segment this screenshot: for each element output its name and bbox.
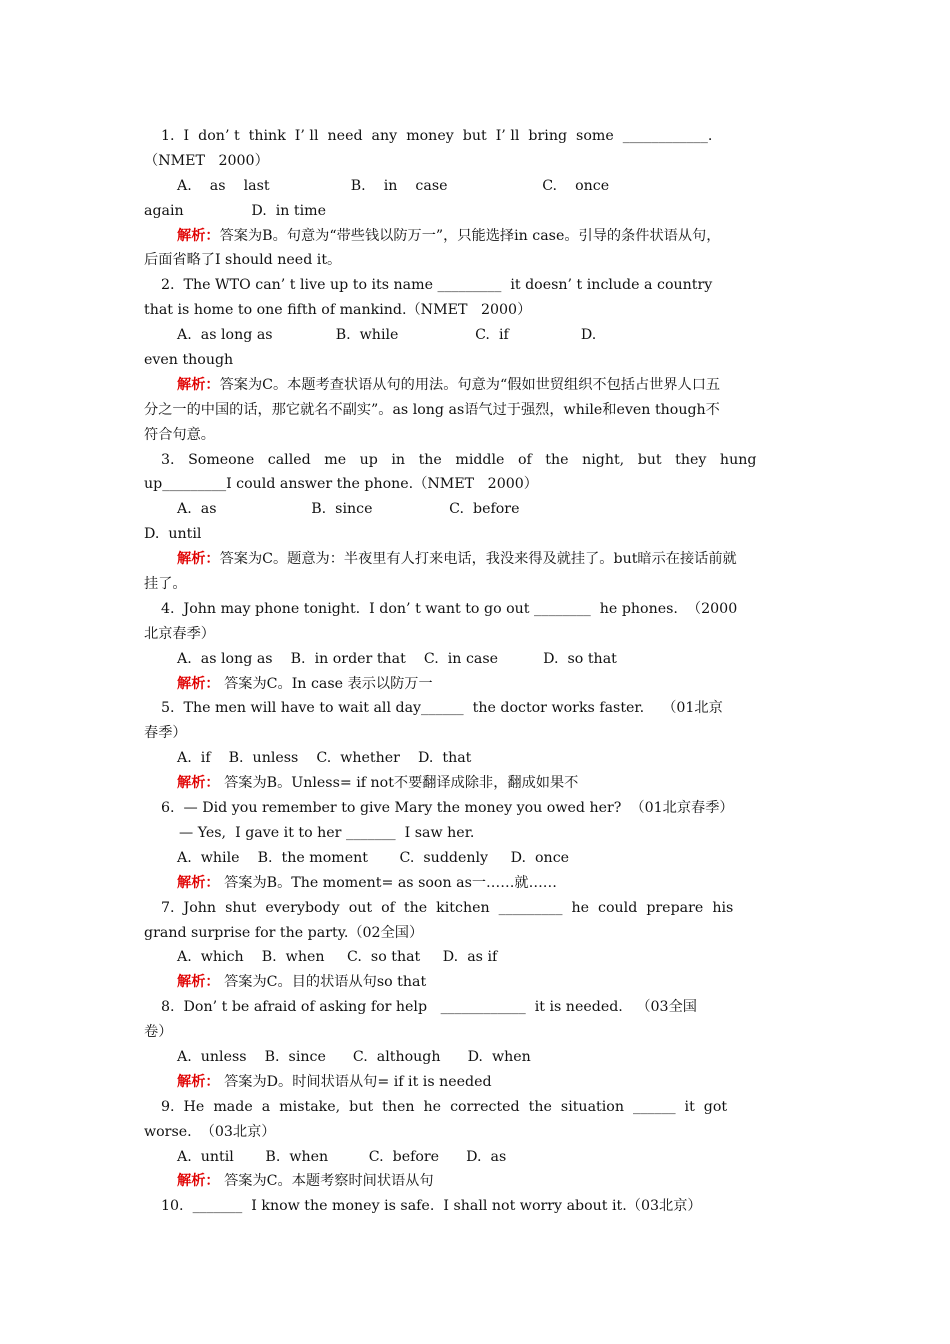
answer-text: 答案为D。时间状语从句= if it is needed xyxy=(219,1073,492,1090)
question-9-answer xyxy=(144,1169,808,1194)
question-2-line-1: 2. The WTO can’ t live up to its name _________ it doesn’ t include a country xyxy=(161,277,713,294)
question-6-answer xyxy=(144,871,808,896)
analysis-label: 解析： xyxy=(177,1073,220,1090)
analysis-label: 解析： xyxy=(177,974,220,991)
question-4-options: A. as long as B. in order that C. in case D. so that xyxy=(177,650,617,667)
question-2-answer-line-2: 分之一的中国的话，那它就名不副实”。as long as语气过于强烈，while和even though不 xyxy=(144,401,720,418)
question-3-answer-line-1 xyxy=(144,547,808,572)
question-3-line-2: up_________I could answer the phone.（NMET 2000） xyxy=(144,476,538,493)
question-4-answer xyxy=(144,672,808,697)
answer-text: 答案为C。In case 表示以防万一 xyxy=(219,675,433,692)
answer-text: 答案为B。句意为“带些钱以防万一”，只能选择in case。引导的条件状语从句， xyxy=(219,227,721,244)
question-4-line-1: 4. John may phone tonight. I don’ t want to go out ________ he phones. （2000 xyxy=(161,600,738,617)
question-5-answer xyxy=(144,771,808,796)
question-5-line-2: 春季） xyxy=(144,725,187,742)
question-9-options: A. until B. when C. before D. as xyxy=(177,1148,507,1165)
question-1-answer-line-2: 后面省略了I should need it。 xyxy=(144,252,342,269)
question-3-options-line-1: A. as B. since C. before xyxy=(177,501,520,518)
analysis-label: 解析： xyxy=(177,227,220,244)
question-8-answer xyxy=(144,1070,808,1095)
analysis-label: 解析： xyxy=(177,775,220,792)
question-6-options: A. while B. the moment C. suddenly D. once xyxy=(177,849,570,866)
answer-text: 答案为C。本题考查状语从句的用法。句意为“假如世贸组织不包括占世界人口五 xyxy=(219,376,721,393)
question-5-line-1: 5. The men will have to wait all day______ the doctor works faster. （01北京 xyxy=(161,700,723,717)
question-2-line-2: that is home to one fifth of mankind.（NMET 2000） xyxy=(144,302,532,319)
question-1-line-1: 1. I don’ t think I’ ll need any money but I’ ll bring some ____________. xyxy=(161,128,713,144)
question-4-line-2: 北京春季） xyxy=(144,625,215,642)
question-3-line-1: 3. Someone called me up in the middle of the night, but they hung xyxy=(161,451,757,468)
question-5-options: A. if B. unless C. whether D. that xyxy=(177,750,472,767)
question-7-options: A. which B. when C. so that D. as if xyxy=(177,949,498,966)
question-7-line-1: 7. John shut everybody out of the kitchen _________ he could prepare his xyxy=(161,899,734,916)
question-6-line-2: — Yes, I gave it to her _______ I saw her. xyxy=(161,824,475,841)
analysis-label: 解析： xyxy=(177,675,220,692)
analysis-label: 解析： xyxy=(177,551,220,568)
question-2-answer-line-3: 符合句意。 xyxy=(144,426,215,443)
question-8-options: A. unless B. since C. although D. when xyxy=(177,1048,531,1065)
question-1-answer-line-1 xyxy=(144,224,808,249)
question-6-line-1: 6. — Did you remember to give Mary the money you owed her? （01北京春季） xyxy=(161,800,734,817)
question-7-line-2: grand surprise for the party.（02全国） xyxy=(144,924,424,941)
analysis-label: 解析： xyxy=(177,1173,220,1190)
question-9-line-1: 9. He made a mistake, but then he corrected the situation ______ it got xyxy=(161,1098,728,1115)
question-2-answer-line-1 xyxy=(144,373,808,398)
answer-text: 答案为B。Unless= if not不要翻译成除非，翻成如果不 xyxy=(219,775,579,792)
answer-text: 答案为C。目的状语从句so that xyxy=(219,974,427,991)
document-page xyxy=(144,124,808,1219)
question-10-line-1: 10. _______ I know the money is safe. I shall not worry about it.（03北京） xyxy=(161,1198,702,1215)
question-7-answer xyxy=(144,970,808,995)
answer-text: 答案为B。The moment= as soon as一……就…… xyxy=(219,874,557,891)
question-3-answer-line-2: 挂了。 xyxy=(144,576,187,593)
question-2-options-line-1: A. as long as B. while C. if D. xyxy=(177,327,597,344)
question-8-line-2: 卷） xyxy=(144,1024,173,1041)
analysis-label: 解析： xyxy=(177,376,220,393)
question-1-options-line-2: again D. in time xyxy=(144,202,326,219)
question-3-options-line-2: D. until xyxy=(144,526,202,543)
question-8-line-1: 8. Don’ t be afraid of asking for help ____________ it is needed. （03全国 xyxy=(161,999,697,1016)
analysis-label: 解析： xyxy=(177,874,220,891)
answer-text: 答案为C。题意为：半夜里有人打来电话，我没来得及就挂了。but暗示在接话前就 xyxy=(219,551,737,568)
question-1-options-line-1: A. as last B. in case C. once xyxy=(177,177,610,194)
question-2-options-line-2: even though xyxy=(144,352,234,369)
question-9-line-2: worse. （03北京） xyxy=(144,1123,276,1140)
question-1-line-2: （NMET 2000） xyxy=(144,152,269,169)
answer-text: 答案为C。本题考察时间状语从句 xyxy=(219,1173,434,1190)
